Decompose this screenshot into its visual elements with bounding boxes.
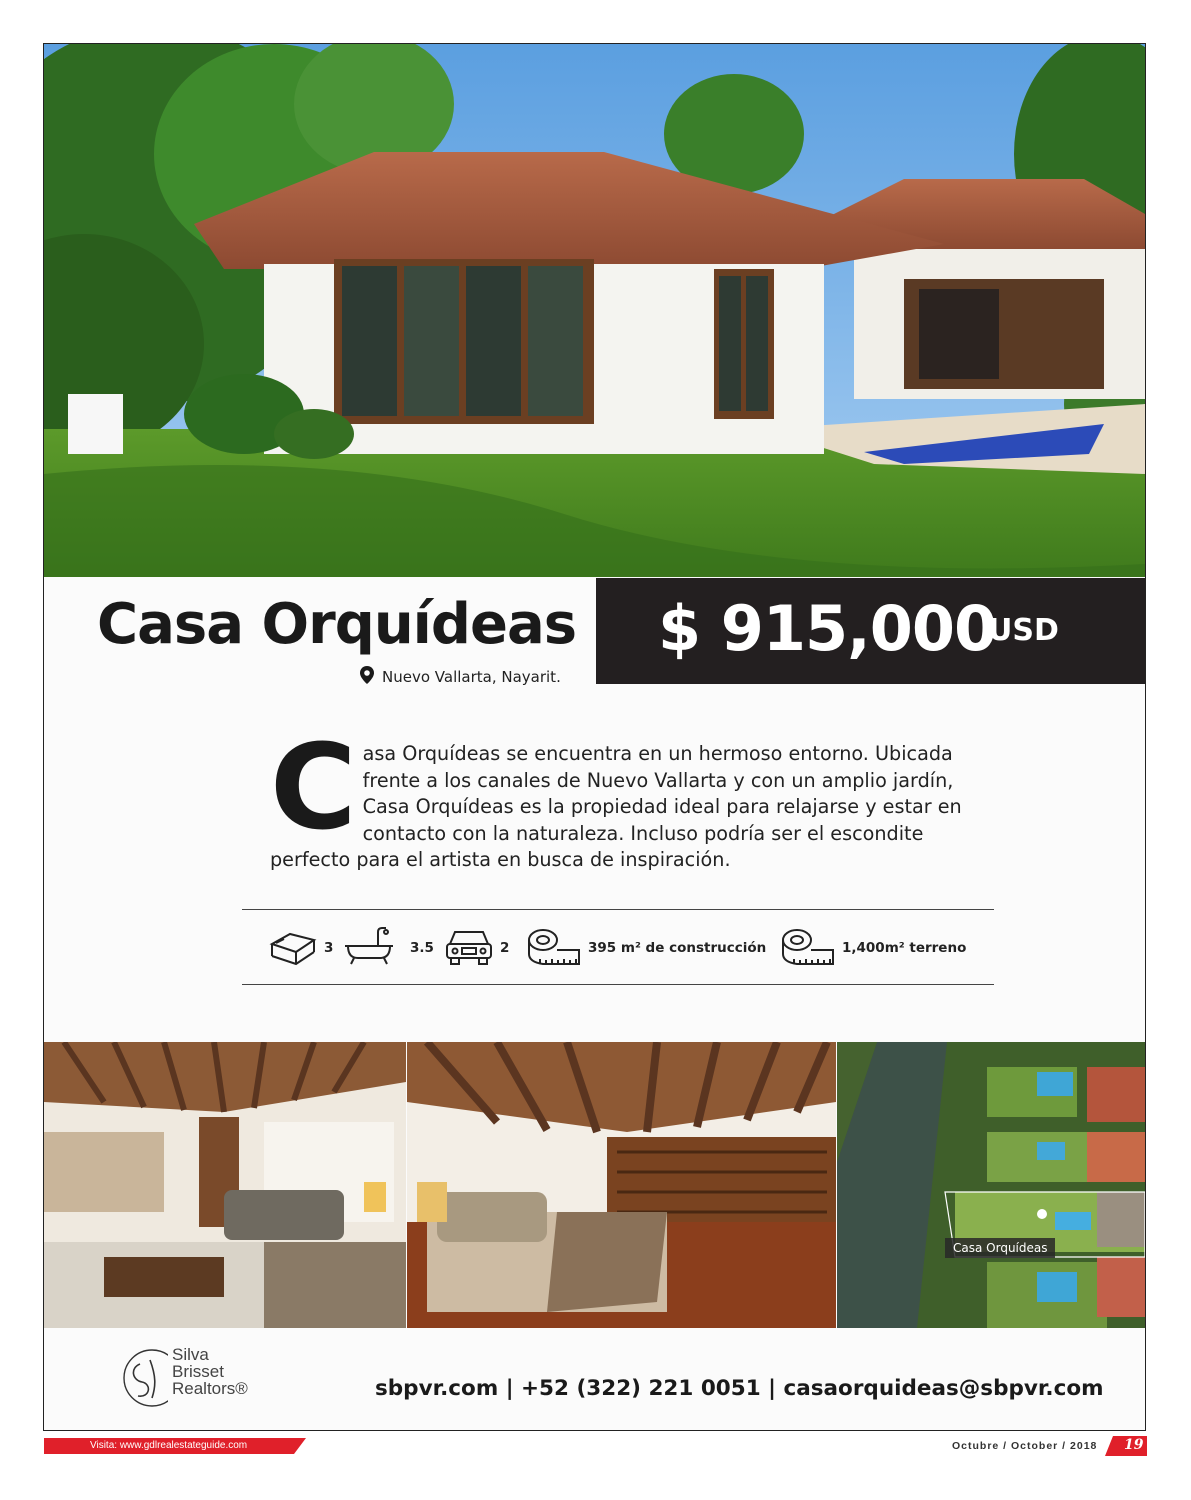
spec-land [780,924,966,972]
hero-photo [44,44,1145,577]
specs-bar [268,924,988,972]
brand-line-3: Realtors® [172,1379,248,1398]
map-label: Casa Orquídeas [945,1238,1055,1258]
price-value: $ 915,000 [658,592,997,665]
map-pin-icon [360,666,374,688]
location-text: Nuevo Vallarta, Nayarit. [382,668,561,686]
photo-gallery [44,1042,1145,1328]
spec-construction [526,924,766,972]
bathtub-icon [342,926,396,970]
spec-bedrooms [268,924,333,972]
visit-url[interactable]: Visita: www.gdlrealestateguide.com [90,1440,248,1451]
car-icon [444,926,494,970]
aerial-map-photo [837,1042,1145,1328]
tape-measure-icon [526,926,582,970]
spec-bathrooms [342,924,434,972]
issue-date: Octubre / October / 2018 [952,1440,1098,1452]
listing-title: Casa Orquídeas [97,592,577,657]
bathrooms-count: 3.5 [410,940,434,956]
price-box [596,578,1145,684]
brand-name [172,1346,248,1397]
price-currency: USD [988,613,1059,648]
spec-parking [444,924,509,972]
bed-icon [268,926,318,970]
drop-cap: C [270,718,357,856]
brand-line-1: Silva [172,1345,209,1364]
tape-measure-icon [780,926,836,970]
land-area: 1,400m² terreno [842,940,967,956]
brand-line-2: Brisset [172,1362,224,1381]
logo-monogram-icon [122,1346,168,1410]
page-number: 19 [1124,1437,1144,1453]
contact-info: sbpvr.com | +52 (322) 221 0051 | casaorquideas@sbpvr.com [375,1376,1104,1401]
divider-bottom [242,984,994,985]
construction-area: 395 m² de construcción [588,940,767,956]
bedroom-photo [407,1042,836,1328]
description-text: asa Orquídeas se encuentra en un hermoso entorno. Ubicada frente a los canales de Nuevo Vallarta y con un amplio jardín, Casa Orquídeas es la propiedad ideal para relajarse y estar en contacto con la naturaleza. Incluso podría ser el escondite perfecto para el artista en busca de inspiración. [270,742,962,871]
bedrooms-count: 3 [324,940,334,956]
listing-location [360,666,561,688]
parking-count: 2 [500,940,510,956]
living-room-photo [44,1042,406,1328]
listing-description [270,718,970,874]
divider-top [242,909,994,910]
